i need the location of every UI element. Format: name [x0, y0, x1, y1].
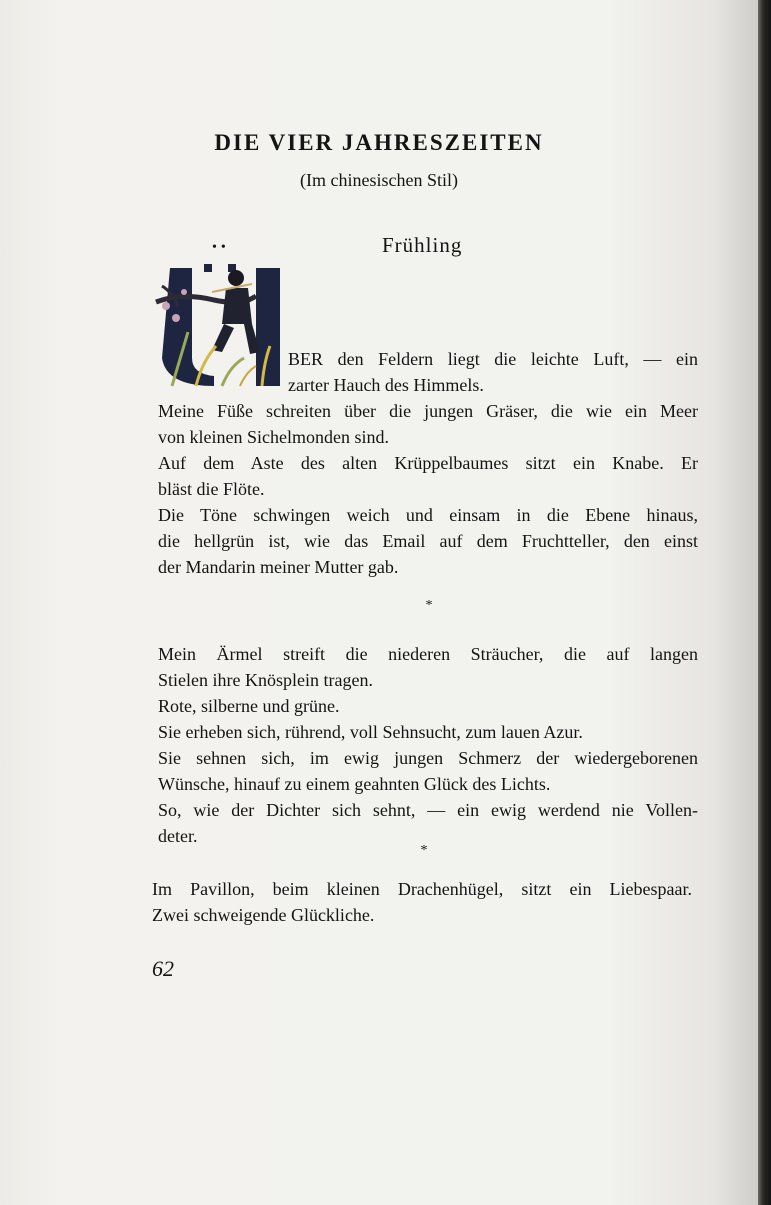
section-separator: *	[420, 843, 428, 858]
paragraph-2	[158, 641, 698, 849]
text-line: der Mandarin meiner Mutter gab.	[158, 557, 399, 577]
book-spine-edge	[758, 0, 771, 1205]
paragraph-1	[158, 346, 698, 580]
ornament-dots: ••	[212, 240, 230, 255]
text-line: Auf dem Aste des alten Krüppelbaumes sitzt ein Knabe. Er	[158, 453, 698, 473]
section-separator: *	[425, 598, 433, 613]
text-line: Mein Ärmel streift die niederen Sträucher, die auf langen	[158, 644, 698, 664]
page-number: 62	[152, 956, 174, 981]
text-line: von kleinen Sichelmonden sind.	[158, 427, 389, 447]
text-line: Die Töne schwingen weich und einsam in die Ebene hinaus,	[158, 505, 698, 525]
text-line: bläst die Flöte.	[158, 479, 265, 499]
text-line: Sie sehnen sich, im ewig jungen Schmerz der wiedergeborenen	[158, 748, 698, 768]
chapter-title: DIE VIER JAHRESZEITEN	[214, 130, 544, 155]
paragraph-3	[152, 876, 692, 928]
text-line: BER den Feldern liegt die leichte Luft, — ein	[288, 349, 698, 369]
text-line: Im Pavillon, beim kleinen Drachenhügel, sitzt ein Liebespaar.	[152, 879, 692, 899]
text-line: Meine Füße schreiten über die jungen Gräser, die wie ein Meer	[158, 401, 698, 421]
text-line: So, wie der Dichter sich sehnt, — ein ewig werdend nie Vollen-	[158, 800, 698, 820]
text-line: Stielen ihre Knösplein tragen.	[158, 670, 373, 690]
text-line: zarter Hauch des Himmels.	[288, 375, 484, 395]
text-line: Rote, silberne und grüne.	[158, 696, 340, 716]
text-line: Wünsche, hinauf zu einem geahnten Glück des Lichts.	[158, 774, 551, 794]
text-line: deter.	[158, 826, 198, 846]
season-heading: Frühling	[382, 233, 463, 257]
chapter-subtitle: (Im chinesischen Stil)	[300, 170, 458, 190]
text-line: Zwei schweigende Glückliche.	[152, 905, 375, 925]
text-line: die hellgrün ist, wie das Email auf dem Fruchtteller, den einst	[158, 531, 698, 551]
text-line: Sie erheben sich, rührend, voll Sehnsucht, zum lauen Azur.	[158, 722, 583, 742]
